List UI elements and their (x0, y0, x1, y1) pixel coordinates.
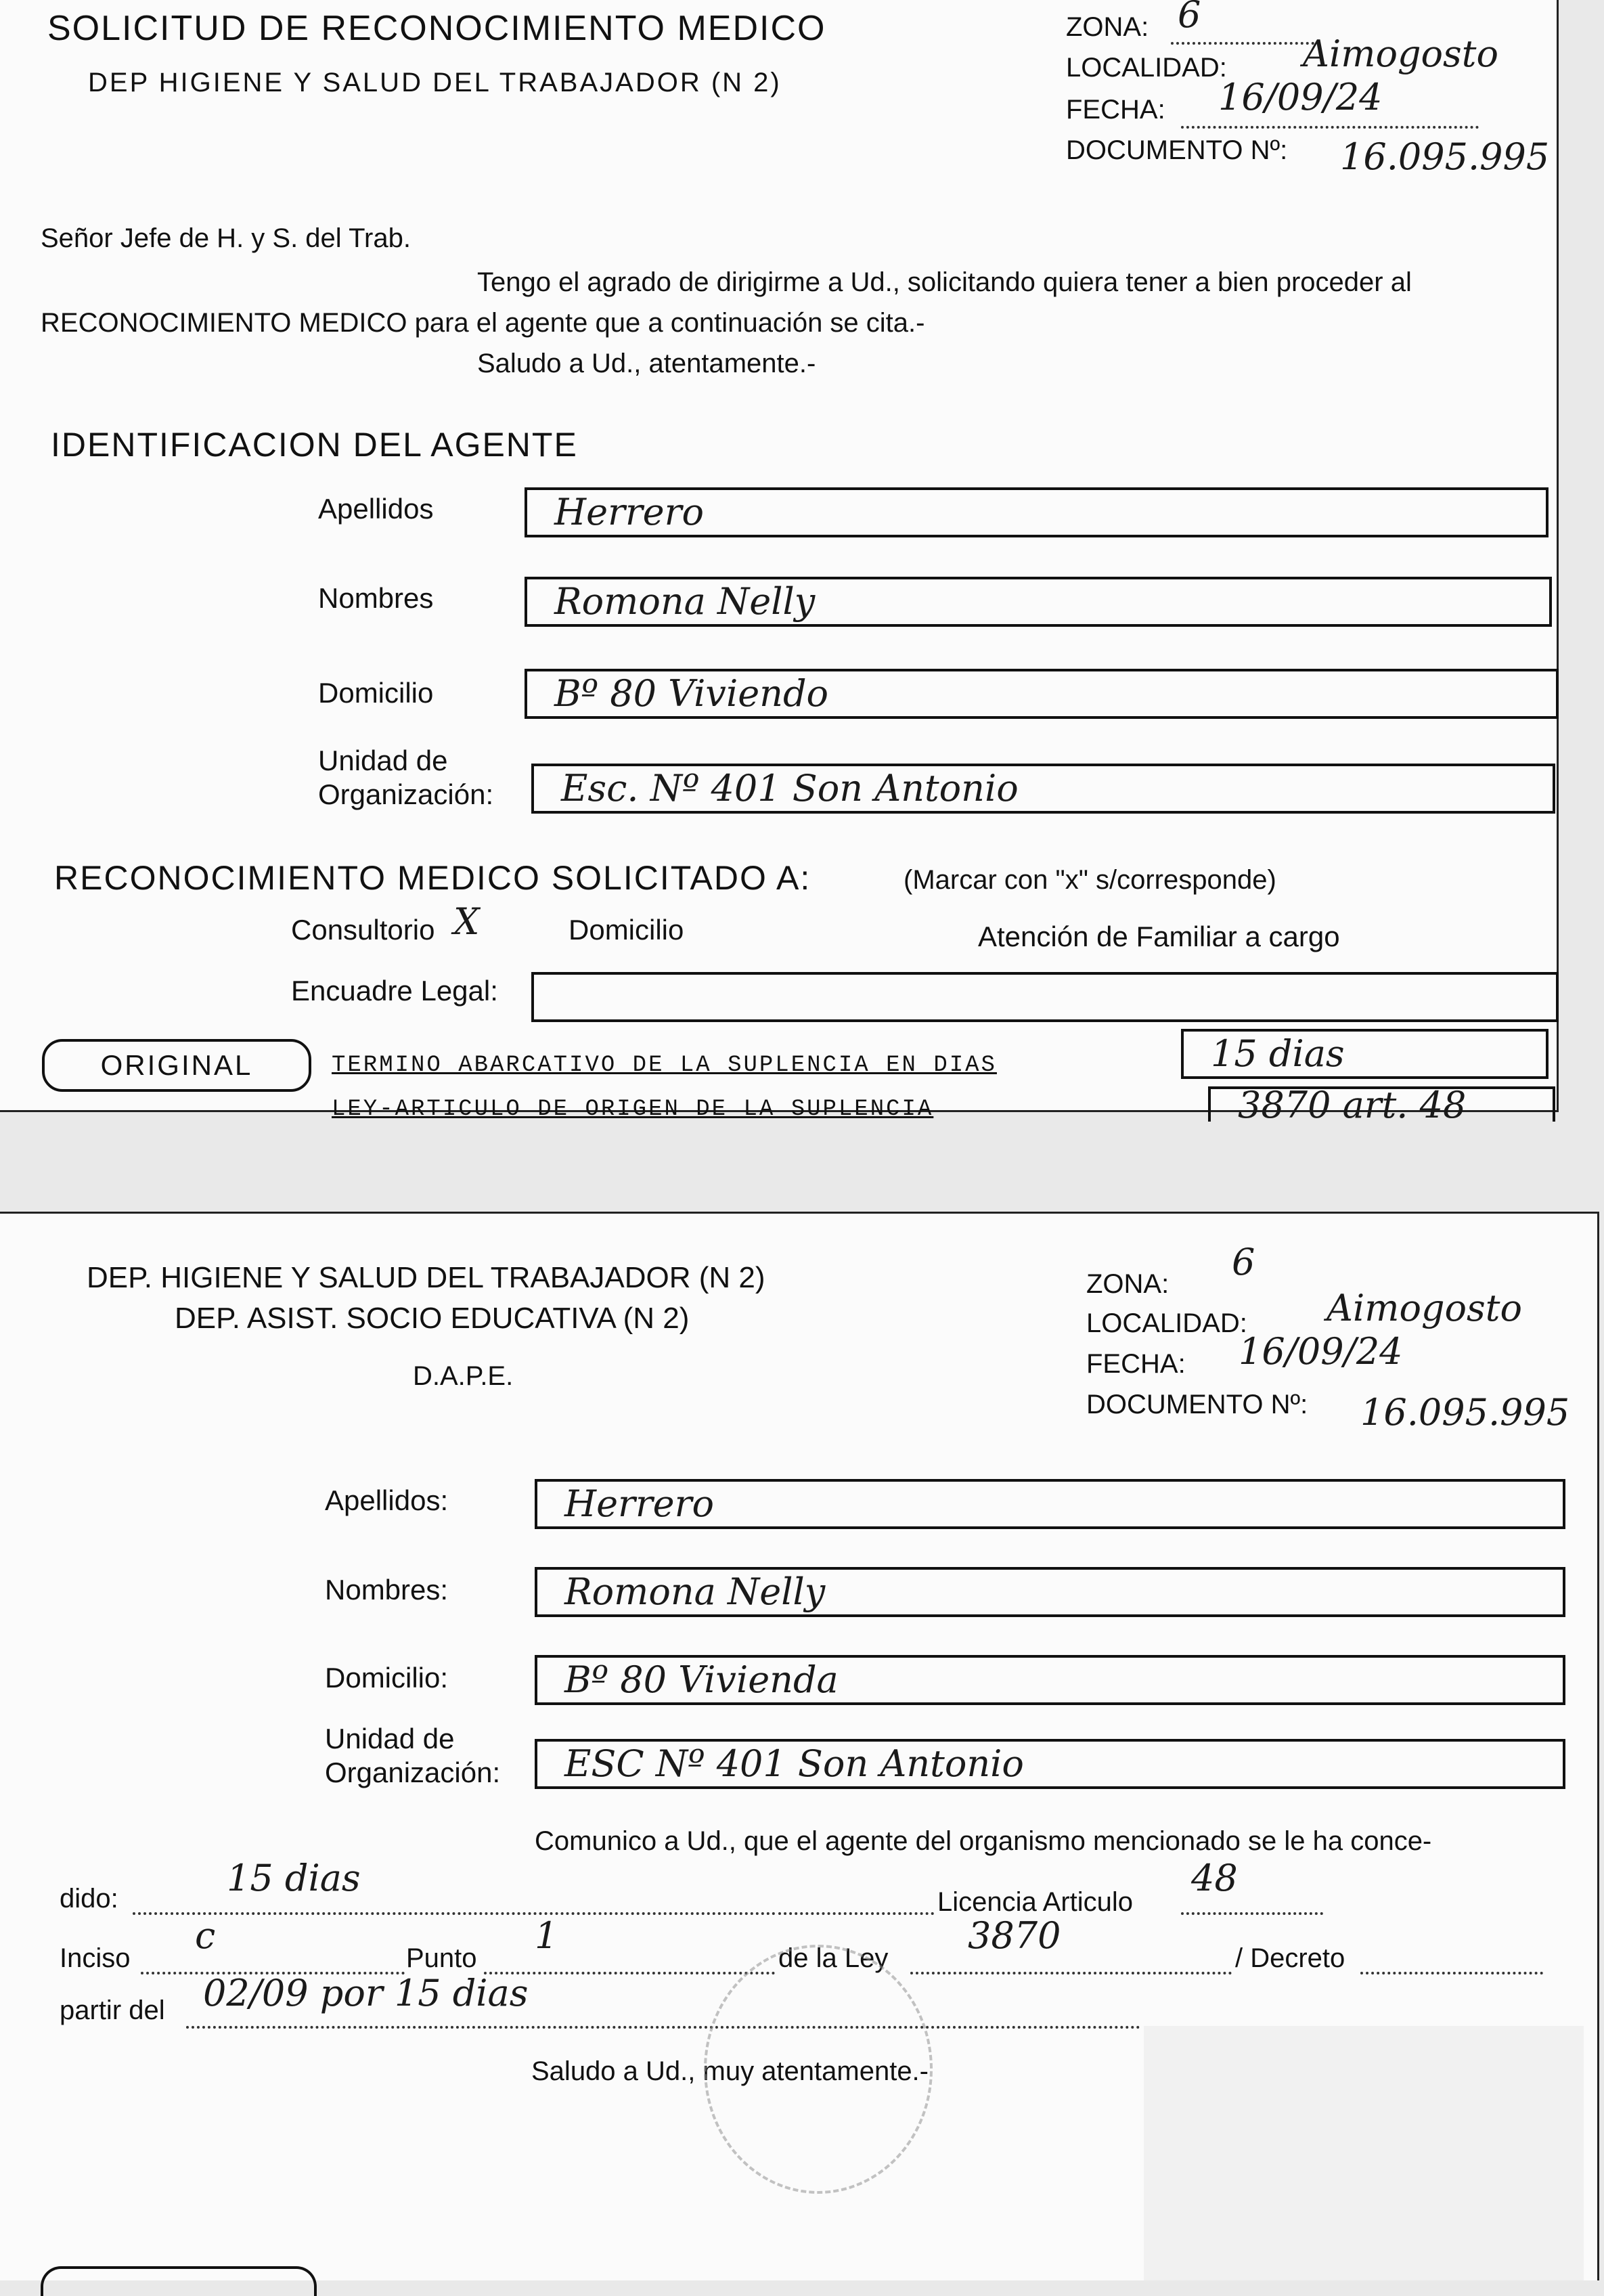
bottom-localidad-label: LOCALIDAD: (1086, 1308, 1247, 1338)
section-recon-requested: RECONOCIMIENTO MEDICO SOLICITADO A: (54, 859, 811, 897)
bottom-domicilio-field[interactable] (535, 1655, 1565, 1705)
domicilio-value: Bº 80 Viviendo (554, 672, 829, 715)
bottom-zona-value: 6 (1232, 1241, 1255, 1283)
bottom-unidad-label-line1: Unidad de (325, 1723, 455, 1754)
unidad-label-line2: Organización: (318, 778, 494, 810)
salutation: Señor Jefe de H. y S. del Trab. (41, 223, 411, 253)
termino-value: 15 dias (1211, 1032, 1345, 1075)
ley-value: 3870 (968, 1914, 1061, 1957)
bottom-unidad-value: ESC Nº 401 Son Antonio (564, 1742, 1024, 1785)
bottom-localidad-value: Aimogosto (1327, 1287, 1522, 1329)
closing-line: Saludo a Ud., muy atentamente.- (531, 2056, 929, 2086)
atencion-familiar-label[interactable]: Atención de Familiar a cargo (978, 921, 1340, 952)
fecha-label: FECHA: (1066, 95, 1165, 125)
body-line-2: RECONOCIMIENTO MEDICO para el agente que a continuación se cita.- (41, 308, 925, 338)
ley-dots (910, 1972, 1232, 1974)
comunico-line: Comunico a Ud., que el agente del organismo mencionado se le ha conce- (535, 1826, 1432, 1856)
bottom-zona-label: ZONA: (1086, 1269, 1169, 1299)
bottom-unidad-label-line2: Organización: (325, 1757, 501, 1788)
nombres-value: Romona Nelly (554, 580, 816, 623)
dido-dots (133, 1912, 776, 1915)
section-agent-identification: IDENTIFICACION DEL AGENTE (51, 426, 578, 464)
apellidos-label: Apellidos (318, 493, 434, 525)
body-line-3: Saludo a Ud., atentamente.- (477, 349, 816, 378)
bottom-header-line1: DEP. HIGIENE Y SALUD DEL TRABAJADOR (N 2) (87, 1261, 765, 1294)
consultorio-checkmark[interactable]: X (453, 900, 480, 943)
nombres-field[interactable] (525, 577, 1552, 627)
bottom-header-line2: DEP. ASIST. SOCIO EDUCATIVA (N 2) (175, 1302, 690, 1335)
bottom-apellidos-field[interactable] (535, 1479, 1565, 1529)
termino-field[interactable] (1181, 1029, 1549, 1079)
ley-articulo-value: 3870 art. 48 (1238, 1084, 1467, 1126)
bottom-fecha-label: FECHA: (1086, 1349, 1186, 1379)
form-title: SOLICITUD DE RECONOCIMIENTO MEDICO (47, 9, 826, 48)
licencia-label: Licencia Articulo (937, 1887, 1134, 1917)
licencia-pre-dots (778, 1912, 934, 1915)
partir-value: 02/09 por 15 dias (203, 1972, 529, 2014)
zona-value: 6 (1178, 0, 1201, 36)
redacted-signature-area (1144, 2026, 1584, 2280)
termino-label: TERMINO ABARCATIVO DE LA SUPLENCIA EN DIAS (332, 1053, 997, 1078)
ley-articulo-field[interactable] (1208, 1084, 1555, 1126)
top-form (0, 0, 1559, 1126)
fecha-dots (1181, 126, 1479, 129)
bottom-documento-value: 16.095.995 (1360, 1391, 1570, 1434)
bottom-original-badge-partial (41, 2266, 317, 2296)
original-badge: ORIGINAL (42, 1039, 311, 1092)
documento-value: 16.095.995 (1340, 135, 1550, 178)
bottom-form (0, 1212, 1599, 2280)
body-line-1: Tengo el agrado de dirigirme a Ud., solicitando quiera tener a bien proceder al (477, 267, 1412, 297)
inciso-value: c (195, 1914, 216, 1957)
decreto-label: / Decreto (1235, 1943, 1345, 1973)
punto-value: 1 (535, 1914, 558, 1957)
dido-value: 15 dias (227, 1857, 361, 1899)
localidad-label: LOCALIDAD: (1066, 53, 1227, 83)
bottom-nombres-value: Romona Nelly (564, 1570, 826, 1613)
bottom-documento-label: DOCUMENTO Nº: (1086, 1390, 1308, 1419)
licencia-dots (1181, 1912, 1323, 1915)
decreto-dots (1360, 1972, 1543, 1974)
bottom-nombres-field[interactable] (535, 1567, 1565, 1617)
inciso-label: Inciso (60, 1943, 131, 1973)
zona-dots (1171, 42, 1320, 45)
apellidos-value: Herrero (554, 491, 704, 533)
localidad-value: Aimogosto (1303, 32, 1498, 75)
unidad-value: Esc. Nº 401 Son Antonio (561, 767, 1019, 810)
form-subtitle: DEP HIGIENE Y SALUD DEL TRABAJADOR (N 2) (88, 68, 782, 97)
official-seal-icon (704, 1945, 933, 2194)
unidad-field[interactable] (531, 764, 1555, 814)
bottom-header-line3: D.A.P.E. (413, 1361, 514, 1391)
zona-label: ZONA: (1066, 12, 1149, 42)
ley-label: de la Ley (778, 1943, 889, 1973)
bottom-unidad-field[interactable] (535, 1739, 1565, 1789)
apellidos-field[interactable] (525, 487, 1549, 537)
encuadre-legal-label: Encuadre Legal: (291, 975, 498, 1007)
documento-label: DOCUMENTO Nº: (1066, 135, 1288, 165)
consultorio-label: Consultorio (291, 914, 435, 946)
bottom-domicilio-label: Domicilio: (325, 1662, 449, 1694)
unidad-label-line1: Unidad de (318, 745, 448, 776)
licencia-value: 48 (1191, 1857, 1238, 1899)
encuadre-legal-field[interactable] (531, 972, 1559, 1022)
domicilio-label: Domicilio (318, 677, 434, 709)
bottom-apellidos-value: Herrero (564, 1482, 714, 1525)
bottom-apellidos-label: Apellidos: (325, 1484, 449, 1516)
dido-label: dido: (60, 1884, 118, 1914)
bottom-nombres-label: Nombres: (325, 1574, 449, 1606)
domicilio-option-label[interactable]: Domicilio (569, 914, 684, 946)
nombres-label: Nombres (318, 582, 434, 614)
partir-dots (186, 2026, 1140, 2029)
recon-note: (Marcar con "x" s/corresponde) (904, 865, 1276, 895)
partir-label: partir del (60, 1995, 165, 2025)
ley-articulo-label: LEY-ARTICULO DE ORIGEN DE LA SUPLENCIA (332, 1097, 934, 1122)
fecha-value: 16/09/24 (1218, 76, 1383, 118)
bottom-fecha-value: 16/09/24 (1239, 1330, 1403, 1373)
bottom-domicilio-value: Bº 80 Vivienda (564, 1658, 839, 1701)
domicilio-field[interactable] (525, 669, 1559, 719)
punto-label: Punto (406, 1943, 477, 1973)
